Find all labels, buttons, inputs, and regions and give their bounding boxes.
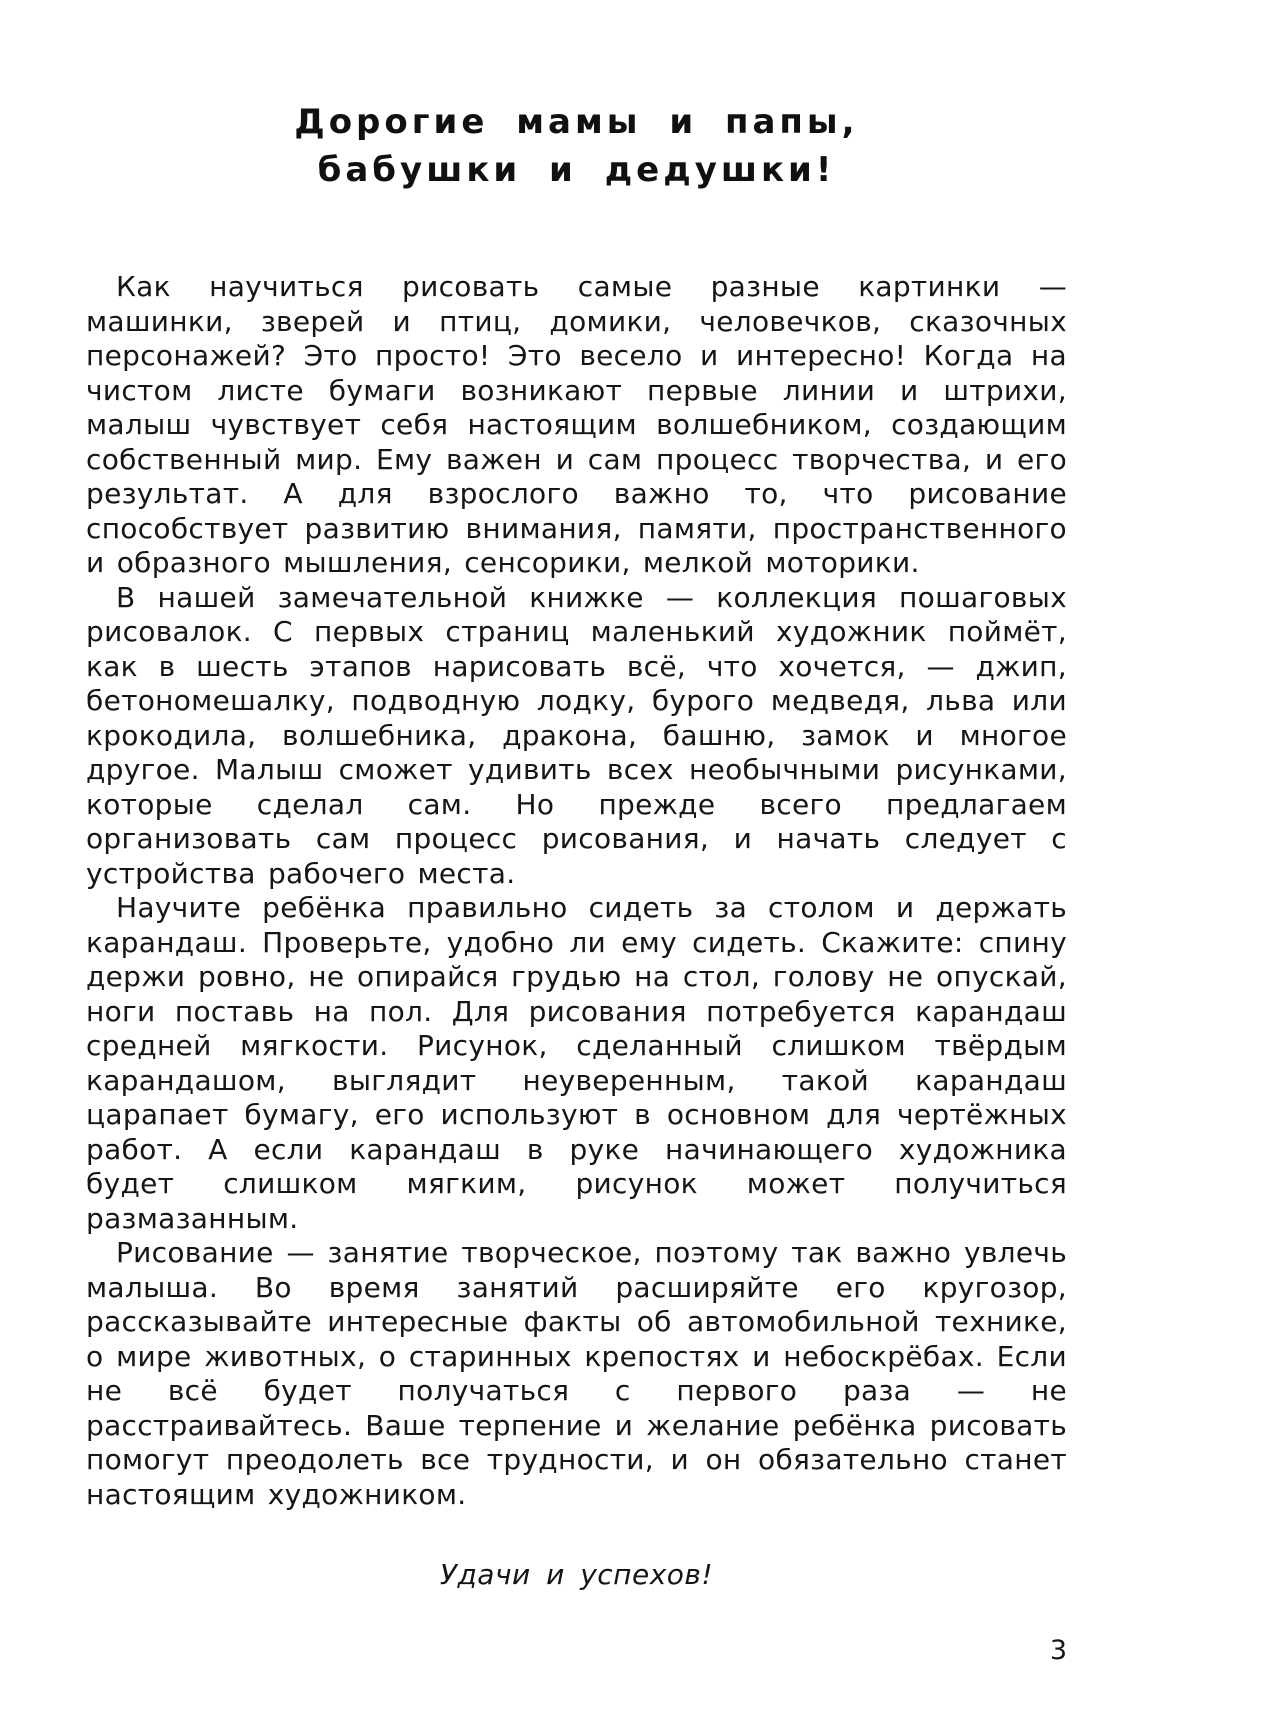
page-title-line-1: Дорогие мамы и папы, <box>294 102 859 142</box>
page-title-line-2: бабушки и дедушки! <box>317 150 836 190</box>
paragraph-2: В нашей замечательной книжке — коллекция пошаговых рисовалок. С первых страниц маленький художник поймёт, как в шесть этапов нарисовать всё, что хочется, — джип, бетономешалку, подводную лодку, бурого медведя, льва или крокодила, волшебника, дракона, башню, замок и многое другое. Малыш сможет удивить всех необычными рисунками, которые сделал сам. Но прежде всего предлагаем организовать сам процесс рисования, и начать следует с устройства рабочего места. <box>86 580 1067 890</box>
page-number: 3 <box>1049 1635 1067 1666</box>
page-title <box>86 98 1067 194</box>
closing-line: Удачи и успехов! <box>439 1558 714 1591</box>
paragraph-1: Как научиться рисовать самые разные картинки — машинки, зверей и птиц, домики, человечков, сказочных персонажей? Это просто! Это весело и интересно! Когда на чистом листе бумаги возникают первые линии и штрихи, малыш чувствует себя настоящим волшебником, создающим собственный мир. Ему важен и сам процесс творчества, и его результат. А для взрослого важно то, что рисование способствует развитию внимания, памяти, пространственного и образного мышления, сенсорики, мелкой моторики. <box>86 270 1067 579</box>
paragraph-3: Научите ребёнка правильно сидеть за столом и держать карандаш. Проверьте, удобно ли ему сидеть. Скажите: спину держи ровно, не опирайся грудью на стол, голову не опускай, ноги поставь на пол. Для рисования потребуется карандаш средней мягкости. Рисунок, сделанный слишком твёрдым карандашом, выглядит неуверенным, такой карандаш царапает бумагу, его используют в основном для чертёжных работ. А если карандаш в руке начинающего художника будет слишком мягким, рисунок может получиться размазанным. <box>86 891 1067 1235</box>
paragraph-4: Рисование — занятие творческое, поэтому так важно увлечь малыша. Во время занятий расширяйте его кругозор, рассказывайте интересные факты об автомобильной технике, о мире животных, о старинных крепостях и небоскрёбах. Если не всё будет получаться с первого раза — не расстраивайтесь. Ваше терпение и желание ребёнка рисовать помогут преодолеть все трудности, и он обязательно станет настоящим художником. <box>86 1236 1067 1511</box>
body-text <box>86 270 1067 1512</box>
